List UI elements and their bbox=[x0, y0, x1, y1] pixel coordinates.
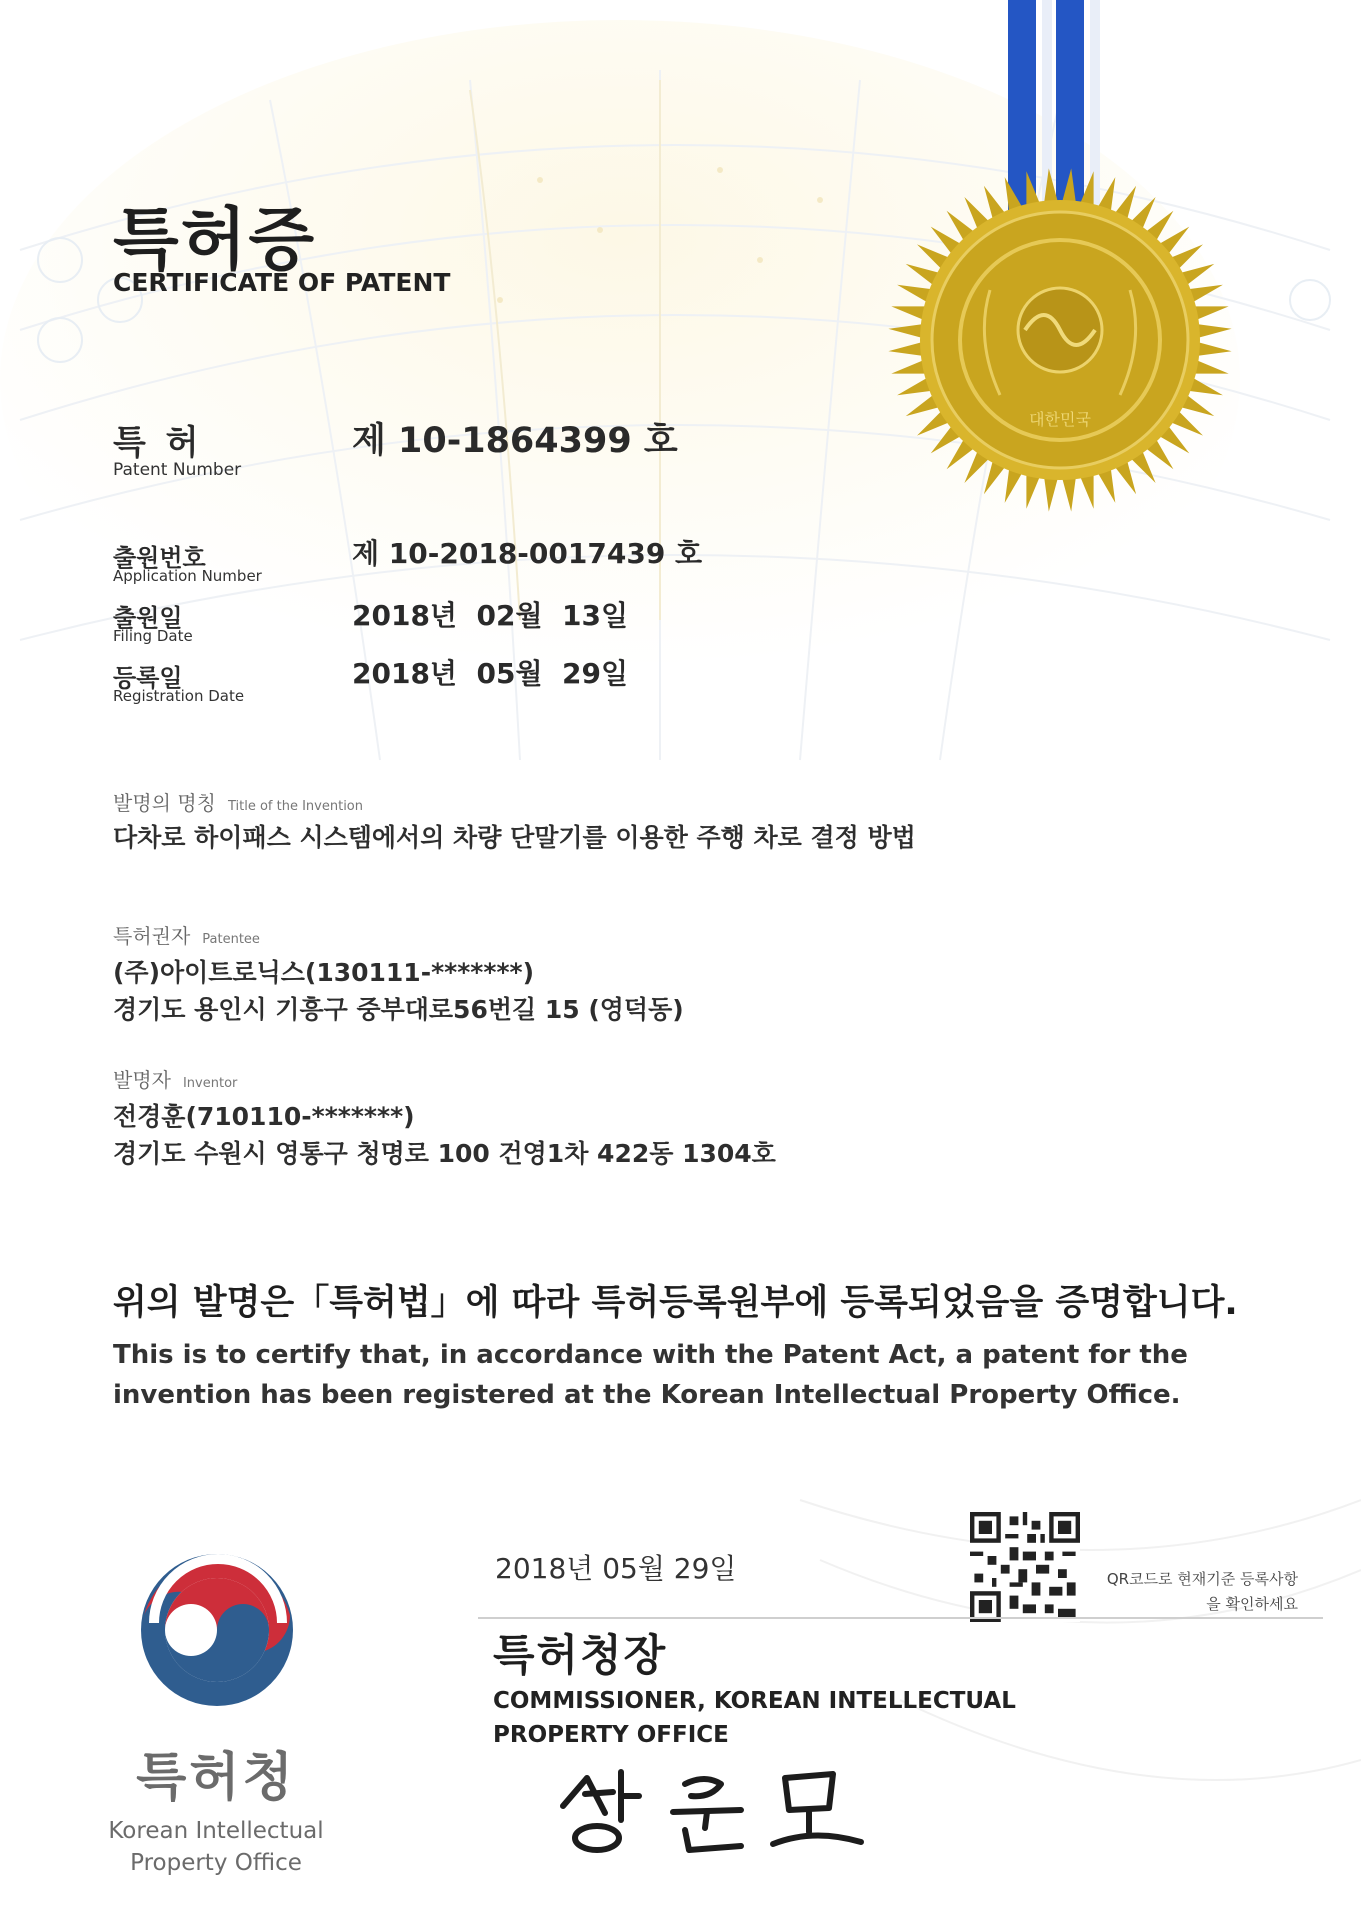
patentee-label bbox=[113, 920, 260, 949]
invention-title-label-ko: 발명의 명칭 bbox=[113, 791, 216, 815]
divider-line bbox=[478, 1617, 1323, 1619]
filing-date-label-ko: 출원일 bbox=[113, 604, 183, 632]
invention-title-value: 다차로 하이패스 시스템에서의 차량 단말기를 이용한 주행 차로 결정 방법 bbox=[113, 823, 916, 852]
certification-statement-ko: 위의 발명은「특허법」에 따라 특허등록원부에 등록되었음을 증명합니다. bbox=[113, 1283, 1238, 1323]
kipo-logo-text-ko: 특허청 bbox=[136, 1748, 296, 1808]
inventor-label bbox=[113, 1064, 237, 1093]
patentee-label-en: Patentee bbox=[202, 932, 260, 947]
inventor-name: 전경훈(710110-*******) bbox=[113, 1102, 415, 1131]
certification-statement-en: This is to certify that, in accordance with the Patent Act, a patent for the invention has been registered at the Korean Intellectual Property Office. bbox=[113, 1340, 1188, 1410]
qr-code-note: QR코드로 현재기준 등록사항을 확인하세요 bbox=[1106, 1570, 1298, 1613]
seal-text: 대한민국 bbox=[1029, 410, 1091, 429]
inventor-label-en: Inventor bbox=[182, 1076, 238, 1091]
commissioner-title-en: COMMISSIONER, KOREAN INTELLECTUAL PROPERTY OFFICE bbox=[493, 1688, 1016, 1748]
certificate-title-en: CERTIFICATE OF PATENT bbox=[113, 268, 451, 297]
gold-seal-emblem bbox=[880, 0, 1240, 520]
certificate-title-ko: 특허증 bbox=[113, 201, 317, 280]
registration-date-label-ko: 등록일 bbox=[113, 664, 183, 692]
patentee-label-ko: 특허권자 bbox=[113, 924, 191, 948]
invention-title-label bbox=[113, 787, 363, 816]
inventor-address: 경기도 수원시 영통구 청명로 100 건영1차 422동 1304호 bbox=[113, 1139, 776, 1168]
patentee-address: 경기도 용인시 기흥구 중부대로56번길 15 (영덕동) bbox=[113, 995, 684, 1024]
patent-number-label-ko: 특 허 bbox=[113, 423, 203, 463]
application-number-label-en: Application Number bbox=[113, 567, 262, 585]
kipo-taegeuk-logo-icon bbox=[132, 1545, 302, 1715]
issue-date: 2018년 05월 29일 bbox=[495, 1552, 737, 1585]
patentee-name: (주)아이트로닉스(130111-*******) bbox=[113, 958, 535, 987]
registration-date-value: 2018년 05월 29일 bbox=[352, 657, 628, 690]
patent-number-value: 제 10-1864399 호 bbox=[352, 421, 678, 461]
application-number-value: 제 10-2018-0017439 호 bbox=[352, 537, 703, 570]
filing-date-label-en: Filing Date bbox=[113, 627, 193, 645]
qr-code-icon[interactable] bbox=[970, 1512, 1080, 1622]
commissioner-title-ko: 특허청장 bbox=[493, 1631, 668, 1681]
inventor-label-ko: 발명자 bbox=[113, 1068, 171, 1092]
filing-date-value: 2018년 02월 13일 bbox=[352, 599, 628, 632]
invention-title-label-en: Title of the Invention bbox=[227, 799, 363, 814]
commissioner-signature bbox=[545, 1758, 875, 1858]
patent-number-label-en: Patent Number bbox=[113, 460, 242, 480]
kipo-logo-text-en: Korean Intellectual Property Office bbox=[108, 1818, 324, 1876]
registration-date-label-en: Registration Date bbox=[113, 687, 245, 705]
application-number-label-ko: 출원번호 bbox=[113, 544, 206, 572]
